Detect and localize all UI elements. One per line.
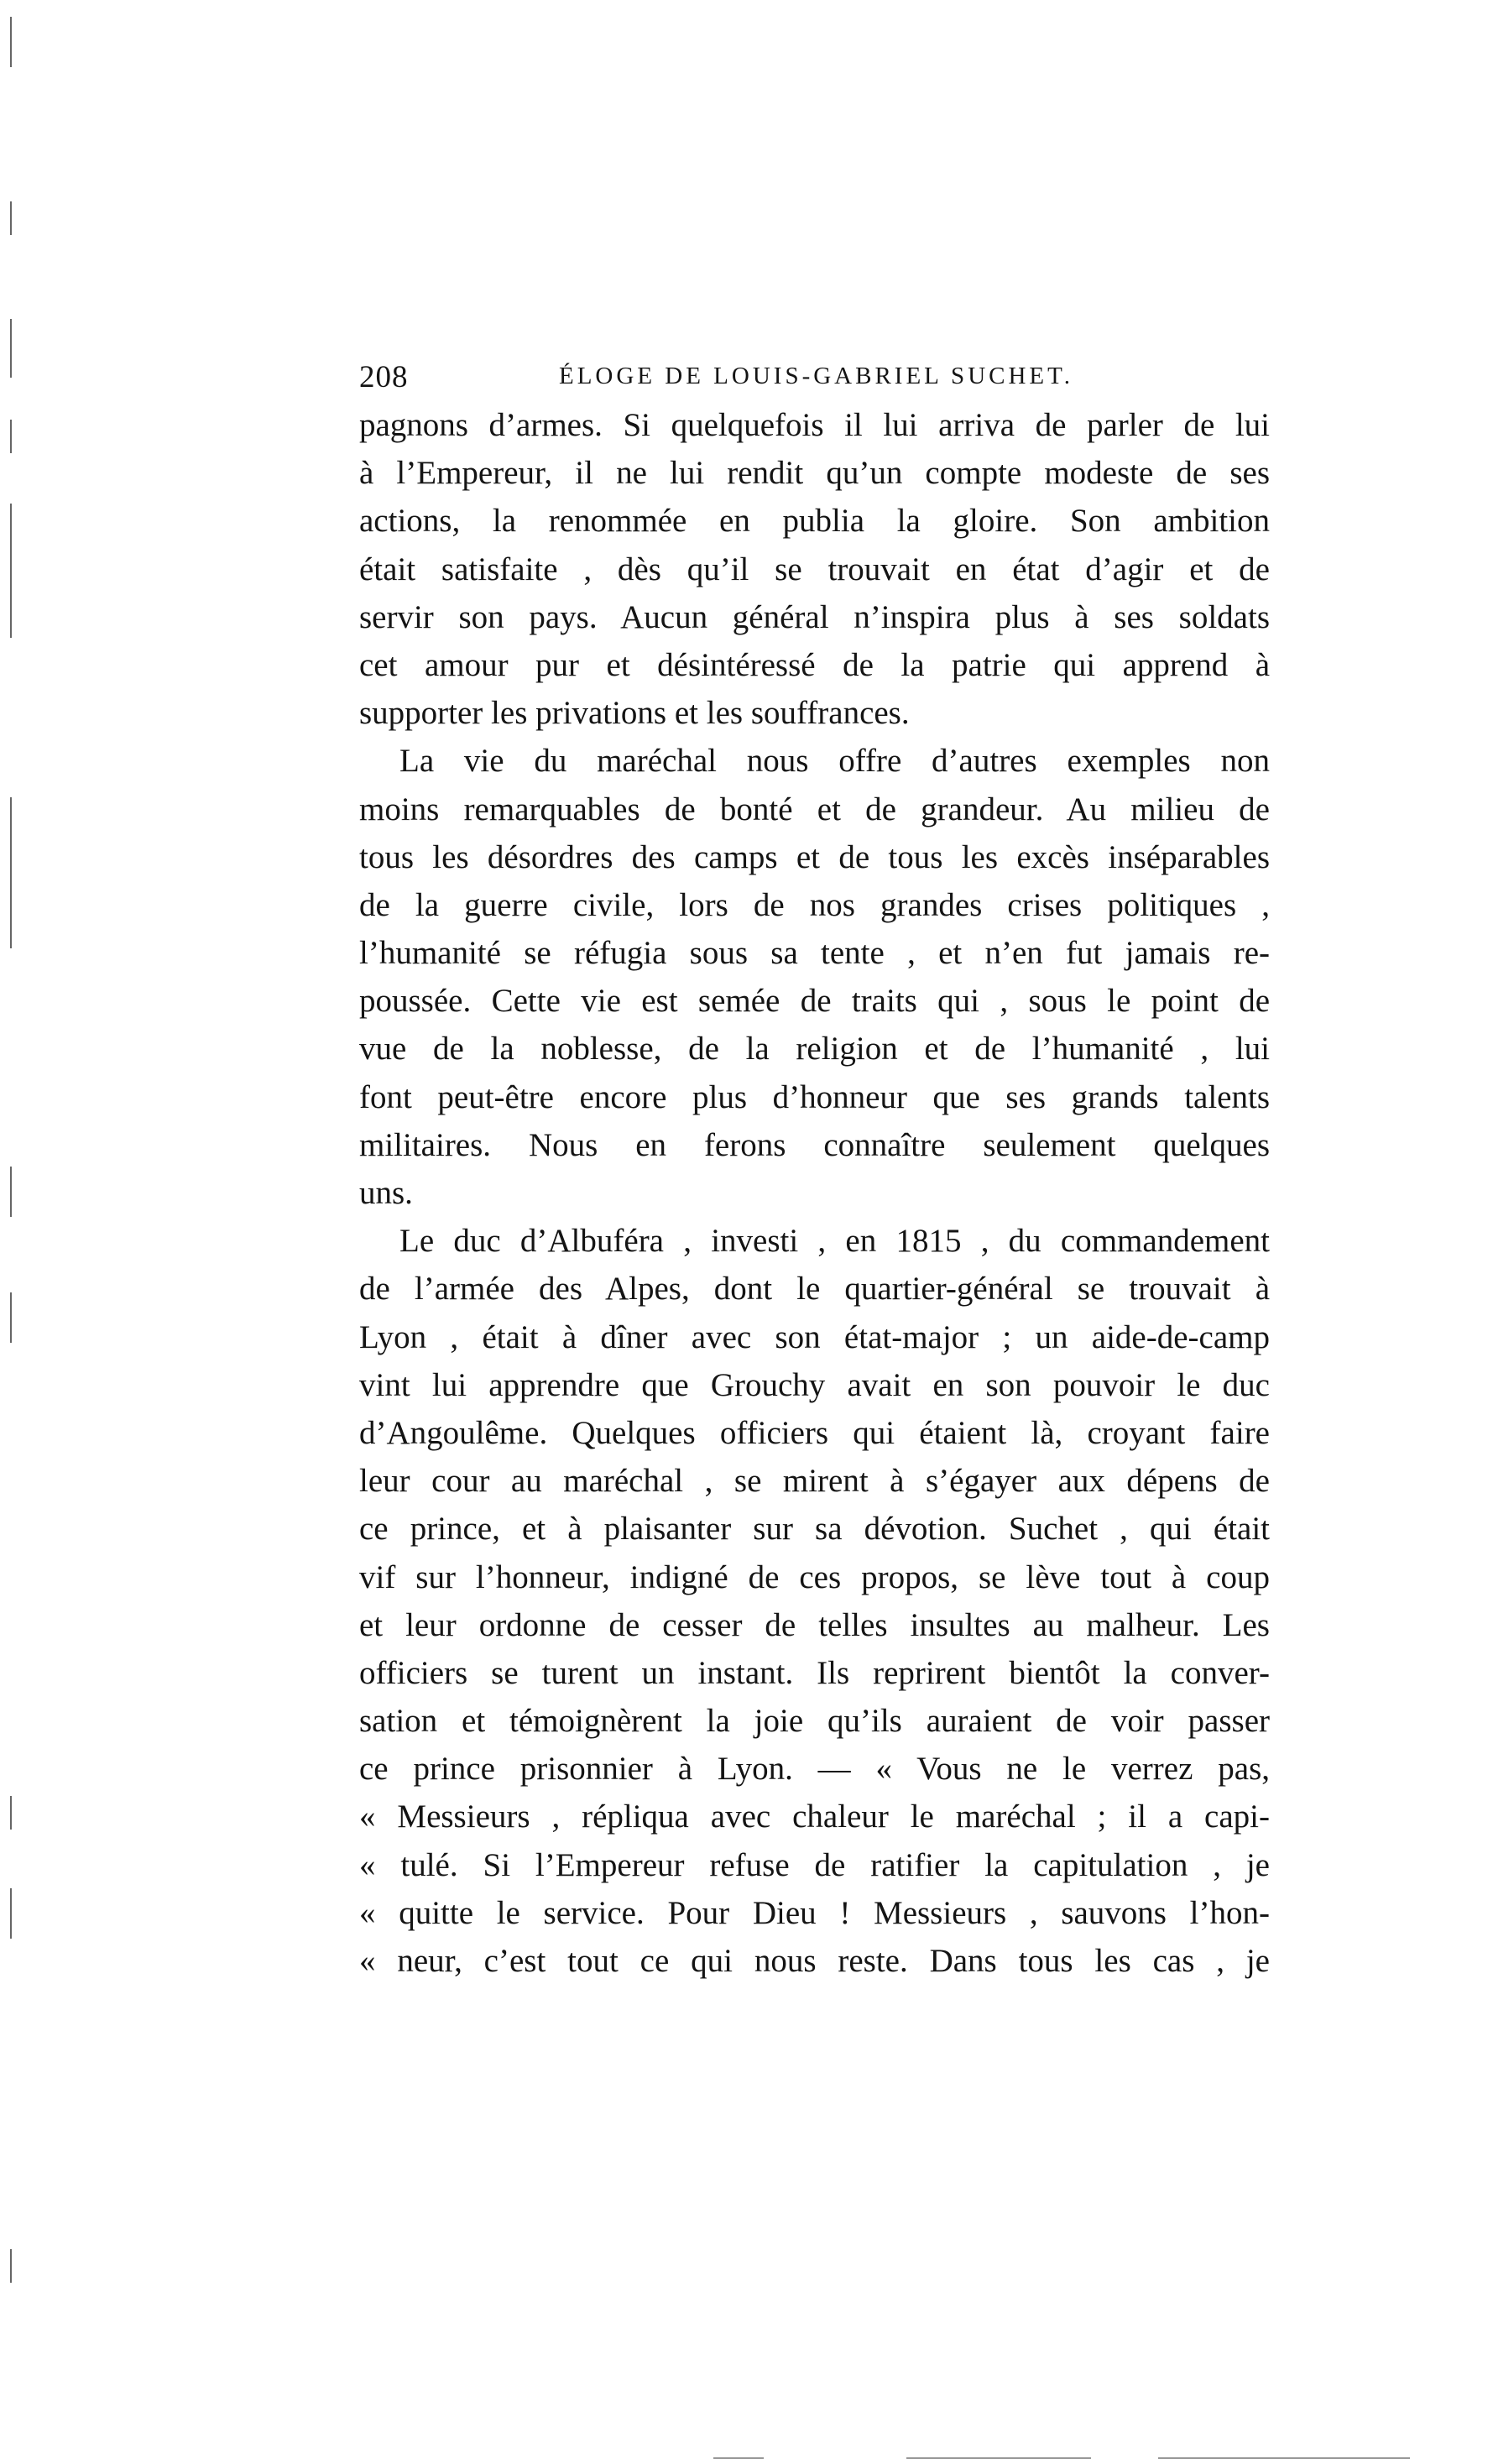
- scan-edge-mark: [10, 420, 12, 453]
- text-line: était satisfaite , dès qu’il se trouvait en état d’agir et de: [359, 551, 1270, 587]
- text-line: « quitte le service. Pour Dieu ! Messieurs , sauvons l’hon-: [359, 1894, 1270, 1931]
- text-line: l’humanité se réfugia sous sa tente , et n’en fut jamais re-: [359, 935, 1270, 972]
- page-header: [359, 359, 1286, 396]
- text-line: poussée. Cette vie est semée de traits qui , sous le point de: [359, 983, 1270, 1020]
- text-line: ce prince prisonnier à Lyon. — « Vous ne le verrez pas,: [359, 1751, 1270, 1788]
- running-head: ÉLOGE DE LOUIS-GABRIEL SUCHET.: [559, 363, 1073, 389]
- scan-edge-mark: [10, 319, 12, 378]
- text-line: « neur, c’est tout ce qui nous reste. Dans tous les cas , je: [359, 1943, 1270, 1979]
- text-line: supporter les privations et les souffrances.: [359, 695, 910, 732]
- paragraph: [359, 737, 1270, 1217]
- paragraph: [359, 401, 1270, 737]
- text-line: de l’armée des Alpes, dont le quartier-général se trouvait à: [359, 1271, 1270, 1308]
- text-line: servir son pays. Aucun général n’inspira plus à ses soldats: [359, 598, 1270, 635]
- text-line: d’Angoulême. Quelques officiers qui étaient là, croyant faire: [359, 1414, 1270, 1451]
- scan-edge-mark: [10, 1796, 12, 1830]
- paragraph: [359, 1217, 1270, 1985]
- scan-edge-mark: [1158, 2457, 1410, 2459]
- text-line: leur cour au maréchal , se mirent à s’égayer aux dépens de: [359, 1463, 1270, 1500]
- text-line: pagnons d’armes. Si quelquefois il lui arriva de parler de lui: [359, 407, 1270, 443]
- text-line: à l’Empereur, il ne lui rendit qu’un compte modeste de ses: [359, 455, 1270, 492]
- scan-edge-mark: [10, 1888, 12, 1939]
- scan-edge-mark: [10, 201, 12, 235]
- text-line: vif sur l’honneur, indigné de ces propos, se lève tout à coup: [359, 1558, 1270, 1595]
- text-line: « Messieurs , répliqua avec chaleur le maréchal ; il a capi-: [359, 1798, 1270, 1835]
- text-line: Le duc d’Albuféra , investi , en 1815 , du commandement: [399, 1223, 1270, 1260]
- text-line: cet amour pur et désintéressé de la patrie qui apprend à: [359, 646, 1270, 683]
- text-line: sation et témoignèrent la joie qu’ils auraient de voir passer: [359, 1703, 1270, 1740]
- scan-edge-mark: [10, 17, 12, 67]
- body-text: [359, 401, 1270, 1985]
- text-line: vue de la noblesse, de la religion et de l’humanité , lui: [359, 1031, 1270, 1068]
- scan-edge-mark: [10, 797, 12, 948]
- text-line: officiers se turent un instant. Ils reprirent bientôt la conver-: [359, 1654, 1270, 1691]
- scan-edge-mark: [10, 2249, 12, 2283]
- text-line: vint lui apprendre que Grouchy avait en son pouvoir le duc: [359, 1366, 1270, 1403]
- scan-edge-mark: [10, 1167, 12, 1217]
- text-line: « tulé. Si l’Empereur refuse de ratifier la capitulation , je: [359, 1846, 1270, 1883]
- scan-edge-mark: [713, 2457, 764, 2459]
- text-line: militaires. Nous en ferons connaître seulement quelques: [359, 1126, 1270, 1163]
- text-line: de la guerre civile, lors de nos grandes crises politiques ,: [359, 886, 1270, 923]
- text-line: Lyon , était à dîner avec son état-major ; un aide-de-camp: [359, 1318, 1270, 1355]
- text-line: ce prince, et à plaisanter sur sa dévotion. Suchet , qui était: [359, 1511, 1270, 1548]
- scan-edge-mark: [10, 1292, 12, 1343]
- text-line: tous les désordres des camps et de tous les excès inséparables: [359, 838, 1270, 875]
- text-line: actions, la renommée en publia la gloire. Son ambition: [359, 503, 1270, 540]
- text-line: uns.: [359, 1175, 413, 1211]
- text-line: La vie du maréchal nous offre d’autres exemples non: [399, 743, 1270, 780]
- text-line: moins remarquables de bonté et de grandeur. Au milieu de: [359, 791, 1270, 827]
- text-line: et leur ordonne de cesser de telles insultes au malheur. Les: [359, 1606, 1270, 1643]
- page-number: 208: [359, 360, 409, 394]
- text-line: font peut-être encore plus d’honneur que ses grands talents: [359, 1078, 1270, 1115]
- scan-edge-mark: [906, 2457, 1091, 2459]
- scan-edge-mark: [10, 504, 12, 638]
